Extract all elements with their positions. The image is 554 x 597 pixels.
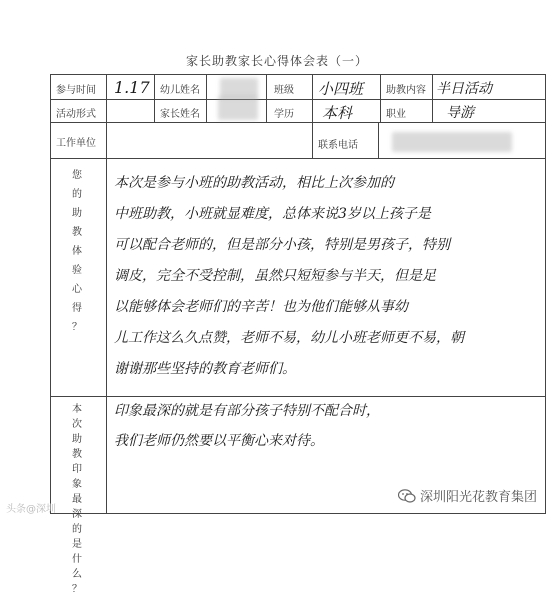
handwritten-line: 谢谢那些坚持的教育老师们。 <box>114 361 296 377</box>
label-parent-name: 家长姓名 <box>160 109 200 120</box>
grid-line <box>50 74 51 514</box>
question-char: 次 <box>72 419 82 430</box>
label-activity-form: 活动形式 <box>56 109 96 120</box>
question-char: 最 <box>72 494 82 505</box>
handwritten-line: 调皮，完全不受控制，虽然只短短参与半天，但是足 <box>114 268 436 284</box>
question-char: 印 <box>72 464 82 475</box>
grid-line <box>50 396 546 397</box>
value-job: 导游 <box>446 105 474 121</box>
question-char: 体 <box>72 246 82 257</box>
question-char: 象 <box>72 479 82 490</box>
question-char: 教 <box>72 227 82 238</box>
grid-line <box>106 74 107 514</box>
grid-line <box>545 74 546 514</box>
label-job: 职业 <box>386 109 406 120</box>
question-char: 教 <box>72 449 82 460</box>
form-table <box>50 74 546 595</box>
grid-line <box>378 122 379 158</box>
value-education: 本科 <box>322 104 353 122</box>
question-char: 助 <box>72 208 82 219</box>
label-time: 参与时间 <box>56 85 96 96</box>
watermark-right-text: 深圳阳光花教育集团 <box>420 490 538 505</box>
form-title: 家长助教家长心得体会表（一） <box>185 54 368 68</box>
question-char: 本 <box>72 404 82 415</box>
question-char: 什 <box>72 554 82 565</box>
impression-text <box>114 400 538 460</box>
handwritten-line: 本次是参与小班的助教活动，相比上次参加的 <box>114 175 394 191</box>
experience-question <box>72 166 82 337</box>
label-class: 班级 <box>274 85 294 96</box>
question-char: 的 <box>72 189 82 200</box>
handwritten-line: 可以配合老师的，但是部分小孩，特别是男孩子，特别 <box>114 237 450 253</box>
handwritten-line: 儿工作这么久点赞，老师不易，幼儿小班老师更不易，朝 <box>114 330 464 346</box>
impression-question <box>72 402 82 597</box>
question-char: ？ <box>72 584 82 595</box>
grid-line <box>432 74 433 122</box>
watermark-right <box>398 486 537 505</box>
label-phone: 联系电话 <box>318 140 358 151</box>
grid-line <box>154 74 155 122</box>
question-char: 的 <box>72 524 82 535</box>
question-char: 心 <box>72 284 82 295</box>
grid-line <box>266 74 267 122</box>
value-class: 小四班 <box>318 80 364 98</box>
grid-line <box>312 74 313 158</box>
value-content: 半日活动 <box>436 81 492 97</box>
grid-line <box>50 158 546 159</box>
label-content: 助教内容 <box>386 85 426 96</box>
label-education: 学历 <box>274 109 294 120</box>
grid-line <box>380 74 381 122</box>
handwritten-line: 我们老师仍然要以平衡心来对待。 <box>114 433 324 449</box>
experience-text <box>114 170 538 390</box>
grid-line <box>50 513 546 514</box>
grid-line <box>50 74 546 75</box>
question-char: 验 <box>72 265 82 276</box>
handwritten-line: 以能够体会老师们的辛苦！也为他们能够从事幼 <box>114 299 408 315</box>
redacted-phone <box>392 132 512 152</box>
grid-line <box>50 122 546 123</box>
wechat-icon <box>398 489 416 503</box>
handwritten-line: 中班助教，小班就显难度，总体来说3岁以上孩子是 <box>114 206 431 222</box>
handwritten-line: 印象最深的就是有部分孩子特别不配合时， <box>114 403 380 419</box>
question-char: 得 <box>72 303 82 314</box>
watermark-left: 头条@深圳 <box>6 504 56 515</box>
grid-line <box>206 74 207 122</box>
redacted-child-name <box>220 78 258 98</box>
question-char: 助 <box>72 434 82 445</box>
question-char: 深 <box>72 509 82 520</box>
question-char: ？ <box>72 322 82 333</box>
value-time: 1.17 <box>114 78 150 97</box>
label-workplace: 工作单位 <box>56 138 96 149</box>
question-char: 您 <box>72 170 82 181</box>
label-child-name: 幼儿姓名 <box>160 85 200 96</box>
question-char: 是 <box>72 539 82 550</box>
redacted-parent-name <box>218 96 258 120</box>
grid-line <box>50 99 546 100</box>
question-char: 么 <box>72 569 82 580</box>
